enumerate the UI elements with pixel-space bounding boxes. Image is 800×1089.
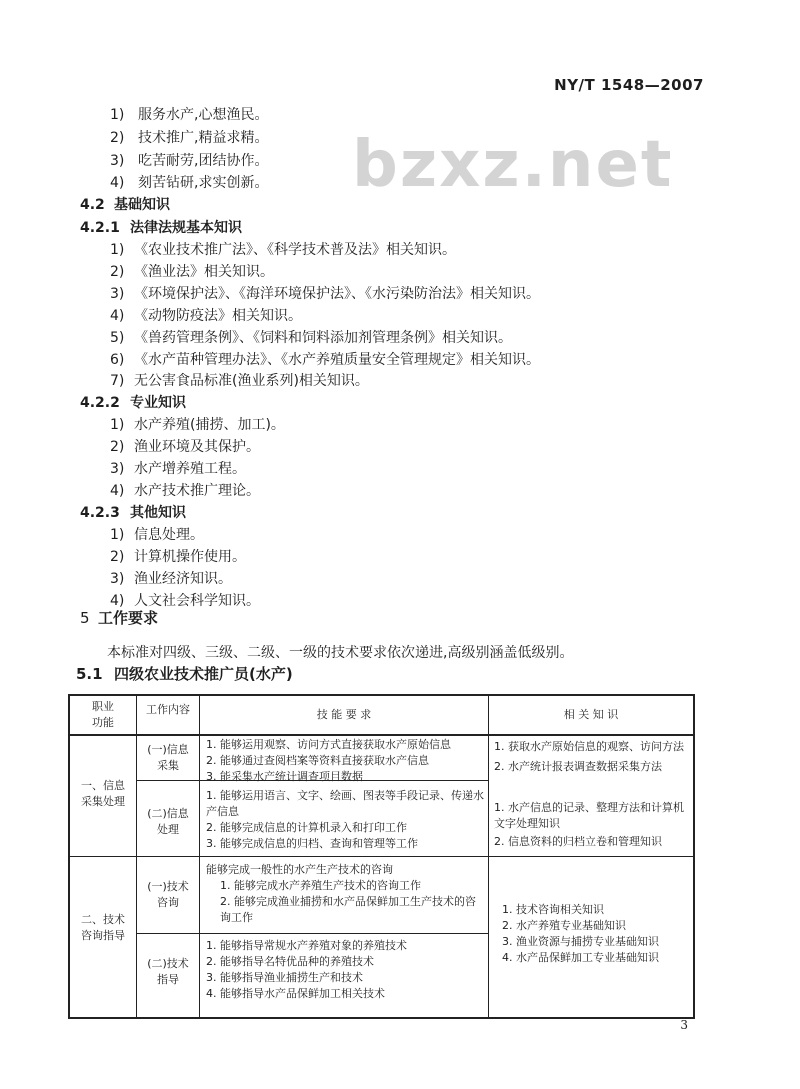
knowledge-cell <box>494 739 690 775</box>
header-function-line: 功能 <box>92 716 114 729</box>
function-line: 一、信息 <box>81 779 125 792</box>
function-cell <box>70 912 136 944</box>
table-border-right <box>693 694 695 1019</box>
paragraph: 本标准对四级、三级、二级、一级的技术要求依次递进,高级别涵盖低级别。 <box>107 645 574 661</box>
list-item-text: 信息处理。 <box>134 527 204 543</box>
list-item-number: 4) <box>110 308 125 324</box>
list-item-text: 《渔业法》相关知识。 <box>134 264 274 280</box>
skill-item: 2. 能够完成信息的计算机录入和打印工作 <box>206 821 407 834</box>
knowledge-item: 4. 水产品保鲜加工专业基础知识 <box>502 951 659 964</box>
list-item-text: 刻苦钻研,求实创新。 <box>138 175 269 191</box>
section-number: 5.1 <box>76 665 103 683</box>
table-border-top <box>68 694 695 696</box>
list-item-number: 1) <box>110 527 125 543</box>
skill-item: 能够完成一般性的水产生产技术的咨询 <box>206 863 393 876</box>
function-line: 咨询指导 <box>81 929 125 942</box>
page-number: 3 <box>680 1018 688 1032</box>
knowledge-item: 2. 水产养殖专业基础知识 <box>502 919 626 932</box>
list-item-number: 3) <box>110 461 125 477</box>
skill-cell <box>206 862 486 926</box>
work-line: (一)技术 <box>147 880 189 893</box>
knowledge-item: 1. 获取水产原始信息的观察、访问方法 <box>494 740 684 753</box>
function-line: 采集处理 <box>81 795 125 808</box>
list-item-text: 吃苦耐劳,团结协作。 <box>138 153 269 169</box>
skill-item: 2. 能够通过查阅档案等资料直接获取水产信息 <box>206 754 429 767</box>
table-rule <box>488 694 489 1019</box>
list-item-text: 水产增养殖工程。 <box>134 461 246 477</box>
list-item-text: 《兽药管理条例》、《饲料和饲料添加剂管理条例》相关知识。 <box>134 330 512 346</box>
skill-item: 1. 能够完成水产养殖生产技术的咨询工作 <box>220 879 421 892</box>
section-number: 4.2.3 <box>80 505 120 521</box>
skill-item: 2. 能够完成渔业捕捞和水产品保鲜加工生产技术的咨询工作 <box>220 895 476 924</box>
skill-item: 2. 能够指导名特优品种的养殖技术 <box>206 955 374 968</box>
list-item-number: 1) <box>110 417 125 433</box>
work-cell <box>137 742 199 774</box>
standard-code: NY/T 1548—2007 <box>554 76 704 94</box>
skill-item: 3. 能够指导渔业捕捞生产和技术 <box>206 971 363 984</box>
list-item-number: 2) <box>110 439 125 455</box>
work-line: (一)信息 <box>147 743 189 756</box>
header-skill-requirements: 技 能 要 求 <box>316 708 372 721</box>
list-item-text: 计算机操作使用。 <box>134 549 246 565</box>
section-title: 其他知识 <box>130 505 186 521</box>
work-cell <box>137 879 199 911</box>
skill-cell <box>206 737 486 785</box>
list-item-number: 4) <box>110 593 125 609</box>
skill-item: 3. 能够完成信息的归档、查询和管理等工作 <box>206 837 418 850</box>
list-item-text: 《动物防疫法》相关知识。 <box>134 308 302 324</box>
work-line: (二)信息 <box>147 807 189 820</box>
list-item-text: 《水产苗种管理办法》、《水产养殖质量安全管理规定》相关知识。 <box>134 352 540 368</box>
watermark: bzxz.net <box>352 128 674 202</box>
header-related-knowledge: 相 关 知 识 <box>563 708 619 721</box>
work-line: 处理 <box>157 823 179 836</box>
work-line: 采集 <box>157 759 179 772</box>
list-item-number: 7) <box>110 373 125 389</box>
list-item-text: 水产养殖(捕捞、加工)。 <box>134 417 285 433</box>
knowledge-item: 1. 技术咨询相关知识 <box>502 903 604 916</box>
section-number: 4.2.2 <box>80 395 120 411</box>
function-line: 二、技术 <box>81 913 125 926</box>
section-title: 基础知识 <box>114 197 170 213</box>
list-item-text: 技术推广,精益求精。 <box>138 130 269 146</box>
knowledge-item: 2. 水产统计报表调查数据采集方法 <box>494 760 662 773</box>
knowledge-cell <box>502 902 692 966</box>
table-border-bottom <box>68 1017 695 1019</box>
requirements-table <box>68 694 695 1019</box>
skill-item: 4. 能够指导水产品保鲜加工相关技术 <box>206 987 385 1000</box>
list-item-number: 4) <box>110 175 125 191</box>
work-cell <box>137 956 199 988</box>
list-item-text: 渔业经济知识。 <box>134 571 232 587</box>
section-title: 法律法规基本知识 <box>130 220 242 236</box>
function-cell <box>70 778 136 810</box>
header-function <box>70 699 136 731</box>
header-work-content: 工作内容 <box>146 703 190 716</box>
list-item-number: 3) <box>110 571 125 587</box>
work-line: (二)技术 <box>147 957 189 970</box>
table-border-left <box>68 694 70 1019</box>
list-item-text: 渔业环境及其保护。 <box>134 439 260 455</box>
list-item-number: 2) <box>110 549 125 565</box>
list-item-number: 4) <box>110 483 125 499</box>
section-number: 4.2.1 <box>80 220 120 236</box>
skill-item: 3. 能采集水产统计调查项目数据 <box>206 770 363 783</box>
skill-item: 1. 能够运用语言、文字、绘画、图表等手段记录、传递水产信息 <box>206 789 484 818</box>
section-title: 四级农业技术推广员(水产) <box>114 665 293 683</box>
knowledge-item: 1. 水产信息的记录、整理方法和计算机文字处理知识 <box>494 801 684 830</box>
section-number: 4.2 <box>80 197 105 213</box>
skill-item: 1. 能够指导常规水产养殖对象的养殖技术 <box>206 939 407 952</box>
section-number: 5 <box>80 609 90 627</box>
knowledge-item: 3. 渔业资源与捕捞专业基础知识 <box>502 935 659 948</box>
work-cell <box>137 806 199 838</box>
skill-cell <box>206 938 486 1002</box>
knowledge-item: 2. 信息资料的归档立卷和管理知识 <box>494 835 662 848</box>
list-item-number: 3) <box>110 286 125 302</box>
list-item-text: 无公害食品标准(渔业系列)相关知识。 <box>134 373 369 389</box>
list-item-text: 人文社会科学知识。 <box>134 593 260 609</box>
table-rule <box>136 933 488 934</box>
table-rule <box>199 694 200 1019</box>
list-item-number: 3) <box>110 153 125 169</box>
work-line: 咨询 <box>157 896 179 909</box>
section-title: 工作要求 <box>98 609 159 627</box>
skill-item: 1. 能够运用观察、访问方式直接获取水产原始信息 <box>206 738 451 751</box>
section-title: 专业知识 <box>130 395 186 411</box>
list-item-number: 1) <box>110 107 125 123</box>
list-item-number: 2) <box>110 264 125 280</box>
work-line: 指导 <box>157 973 179 986</box>
list-item-text: 《农业技术推广法》、《科学技术普及法》相关知识。 <box>134 242 456 258</box>
list-item-number: 5) <box>110 330 125 346</box>
list-item-number: 2) <box>110 130 125 146</box>
knowledge-cell <box>494 800 690 850</box>
skill-cell <box>206 788 486 852</box>
list-item-number: 1) <box>110 242 125 258</box>
list-item-text: 《环境保护法》、《海洋环境保护法》、《水污染防治法》相关知识。 <box>134 286 540 302</box>
table-header-rule <box>68 734 695 736</box>
header-function-line: 职业 <box>92 700 114 713</box>
list-item-number: 6) <box>110 352 125 368</box>
list-item-text: 服务水产,心想渔民。 <box>138 107 269 123</box>
list-item-text: 水产技术推广理论。 <box>134 483 260 499</box>
table-rule <box>68 856 695 857</box>
